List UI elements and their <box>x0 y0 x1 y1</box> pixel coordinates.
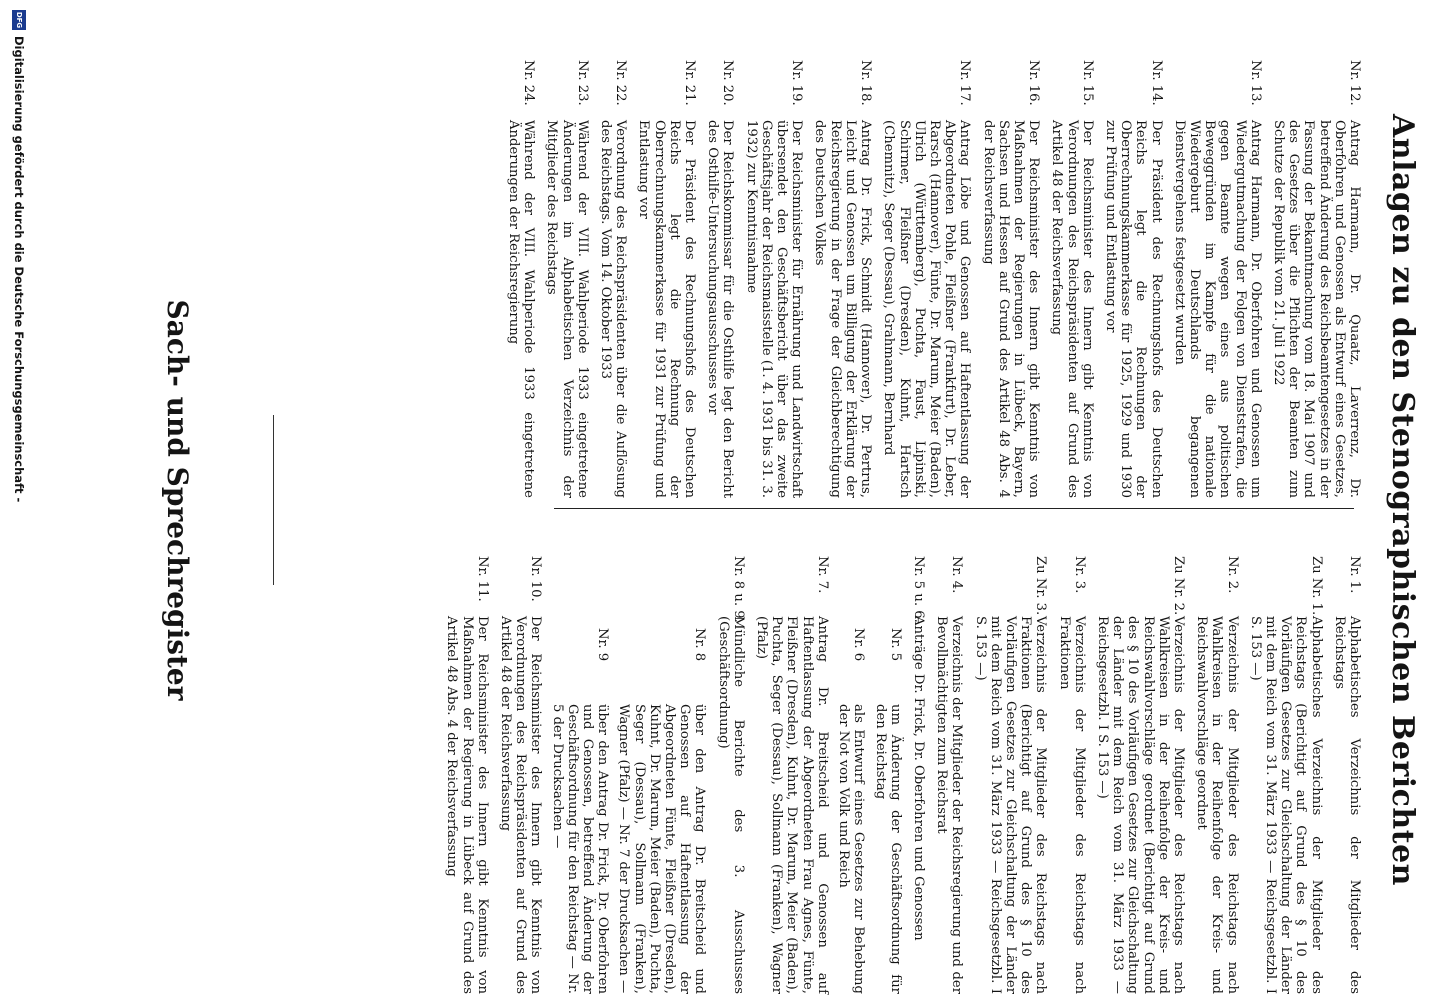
document-entry <box>1172 60 1263 498</box>
document-entry <box>1271 60 1362 498</box>
document-entry <box>836 628 866 994</box>
document-entry <box>911 556 926 994</box>
divider-line <box>273 415 274 585</box>
document-entry <box>498 556 544 994</box>
entry-number: Nr. 16. <box>1026 60 1042 106</box>
document-entry <box>934 556 964 994</box>
entry-text: Antrag Dr. Breitscheid und Genossen auf Haftentlassung der Abgeordneten Frau Agnes, Fünte, Fleißner (Dresden), Kuhnt, Dr. Marum, Meier (Baden), Puchta, Seger (Dessau), Sollmann (Franken), Wagner (Pfalz) <box>754 616 830 994</box>
entry-number: Nr. 5 <box>887 628 903 662</box>
entry-text: als Entwurf eines Gesetzes zur Behebung der Not von Volk und Reich <box>836 704 867 994</box>
entry-number: Nr. 20. <box>720 60 736 106</box>
document-entry <box>980 60 1041 498</box>
entry-number: Nr. 12. <box>1347 60 1362 106</box>
entry-text: Anträge Dr. Frick, Dr. Oberfohren und Genossen <box>910 616 926 941</box>
entry-text: Der Präsident des Rechnungshofs des Deutschen Reichs legt die Rechnungen der Oberrechnungskammerkasse für 1925, 1929 und 1930 zur Prüfung und Entlastung vor <box>1102 120 1164 498</box>
entry-number: Nr. 2. <box>1224 556 1240 594</box>
entry-text: Der Reichsminister des Innern gibt Kenntnis von Verordnungen des Reichspräsidenten auf Grund des Artikel 48 der Reichsverfassung <box>1049 120 1095 498</box>
entry-number: Nr. 8 <box>692 628 708 662</box>
entry-text: über den Antrag Dr. Frick, Dr. Oberfohren und Genossen, betreffend Änderung der Geschäftsordnung für den Reichstag — Nr. 5 der Drucksachen — <box>549 704 611 994</box>
entry-number: Nr. 1. <box>1347 556 1362 594</box>
document-entry <box>1248 556 1324 994</box>
entry-text: um Änderung der Geschäftsordnung für den Reichstag <box>872 704 903 994</box>
entry-number: Zu Nr. 3. <box>1033 556 1049 616</box>
document-entry <box>636 60 697 498</box>
document-entry <box>812 60 873 498</box>
entry-text: Antrag Harmann, Dr. Quaatz, Laverrenz, Dr. Oberfohren und Genossen als Entwurf eines Gesetzes, betreffend Änderung des Reichsbeamtengesetzes in der Fassung der Bekanntmachung vom 18. Mai 1907 und des Gesetzes über die Pflichten der Beamten zum Schutze der Republik vom 21. Juli 1922 <box>1270 120 1362 498</box>
entry-text: Antrag Löbe und Genossen auf Haftentlassung der Abgeordneten Pohle, Fleißner (Frankfurt), Dr. Leber, Rarsch (Hannover), Fünte, Dr. Marum, Meier (Baden), Ulrich (Württemberg), Puchta, Faust, Lipinski, Schirmer, Fleißner (Dresden), Kuhnt, Hartsch (Chemnitz), Seger (Dessau), Grahmann, Bernhard <box>881 120 973 498</box>
entry-text: Verzeichnis der Mitglieder des Reichstags nach Fraktionen <box>1056 616 1087 994</box>
entry-number: Nr. 8 u. 9. <box>730 556 746 623</box>
entry-number: Nr. 18. <box>858 60 874 106</box>
entry-number: Nr. 22. <box>613 60 629 106</box>
document-entry <box>705 60 735 498</box>
document-entry <box>598 60 628 498</box>
document-entry <box>1194 556 1240 994</box>
document-entry <box>1095 556 1186 994</box>
document-entry <box>616 628 707 994</box>
left-column <box>436 556 1362 994</box>
document-entry <box>544 60 590 498</box>
entry-number: Nr. 19. <box>789 60 805 106</box>
entry-text: Mündliche Berichte des 3. Ausschusses (Geschäftsordnung) <box>715 616 746 994</box>
entry-text: Antrag Harmann, Dr. Oberfohren und Genossen um Wiedergutmachung der Folgen von Dienststrafen, die gegen Beamte wegen eines aus politischen Beweggründen im Kampfe für die nationale Wiedergeburt Deutschlands begangenen Dienstvergehens festgesetzt wurden <box>1171 120 1263 498</box>
entry-text: Der Reichsminister des Innern gibt Kenntnis von Verordnungen des Reichspräsidenten auf Grund des Artikel 48 der Reichsverfassung <box>498 616 544 994</box>
entry-text: Während der VIII. Wahlperiode 1933 eingetretene Änderungen der Reichsregierung <box>506 120 537 498</box>
entry-text: Während der VIII. Wahlperiode 1933 eingetretene Änderungen im Alphabetischen Verzeichnis der Mitglieder des Reichstags <box>544 120 590 498</box>
entry-number: Zu Nr. 1. <box>1308 556 1324 616</box>
dfg-logo-icon: DFG <box>12 10 26 30</box>
section-title: Sach- und Sprechregister <box>161 299 194 701</box>
right-column <box>498 60 1362 498</box>
document-entry <box>1103 60 1164 498</box>
entry-text: Alphabetisches Verzeichnis der Mitglieder des Reichstags (Berichtigt auf Grund des § 10 des Vorläufigen Gesetzes zur Gleichschaltung der Länder mit dem Reich vom 31. März 1933 — Reichsgesetzbl. I S. 153 —) <box>1247 616 1324 994</box>
document-entry <box>444 556 490 994</box>
entry-number: Nr. 17. <box>957 60 973 106</box>
entry-text: Der Reichsminister für Ernährung und Landwirtschaft übersendet den Geschäftsbericht über das zweite Geschäftsjahr der Reichsmaisstelle (1. 4. 1931 bis 31. 3. 1932) zur Kenntnisnahme <box>743 120 805 498</box>
entry-text: Der Reichsminister des Innern gibt Kenntnis von Maßnahmen der Regierungen in Lübeck, Bayern, Sachsen und Hessen auf Grund des Artikel 48 Abs. 4 der Reichsverfassung <box>980 120 1042 498</box>
footer-credit: Digitalisierung gefördert durch die Deutsche Forschungsgemeinschaft - <box>12 36 26 503</box>
section-divider <box>269 0 288 1000</box>
document-entry <box>506 60 536 498</box>
entry-number: Zu Nr. 2. <box>1170 556 1186 616</box>
entry-text: Verzeichnis der Mitglieder des Reichstags nach Wahlkreisen in der Reihenfolge der Kreis- und Reichswahlvorschläge geordnet (Berichtigt auf Grund des § 10 des Vorläufigen Gesetzes zur Gleichschaltung der Länder mit dem Reich vom 31. März 1933 — Reichsgesetzbl. I S. 153 —) <box>1094 616 1186 994</box>
document-entry <box>743 60 804 498</box>
entry-number: Nr. 4. <box>949 556 965 594</box>
entry-text: Alphabetisches Verzeichnis der Mitglieder des Reichstags <box>1331 616 1362 994</box>
entry-number: Nr. 11. <box>474 556 490 602</box>
entry-text: Verordnung des Reichspräsidenten über die Auflösung des Reichstags. Vom 14. Oktober 1933 <box>598 120 629 498</box>
entry-text: Der Präsident des Rechnungshofs des Deutschen Reichs legt die Rechnung der Oberrechnungskammerkasse für 1931 zur Prüfung und Entlastung vor <box>636 120 698 498</box>
document-entry <box>1056 556 1086 994</box>
entry-number: Nr. 5 u. 6. <box>910 556 926 623</box>
entry-number: Nr. 13. <box>1247 60 1263 106</box>
entry-number: Nr. 9 <box>595 628 611 662</box>
document-entry <box>1049 60 1095 498</box>
entry-text: über den Antrag Dr. Breitscheid und Genossen auf Haftentlassung der Abgeordneten Fünte, Fleißner (Dresden), Kuhnt, Dr. Marum, Meier (Baden), Puchta, Seger (Dessau), Sollmann (Franken), Wagner (Pfalz) — Nr. 7 der Drucksachen — <box>616 704 708 994</box>
document-entry <box>872 628 902 994</box>
document-entry <box>754 556 830 994</box>
entry-text: Verzeichnis der Mitglieder des Reichstags nach Fraktionen (Berichtigt auf Grund des § 10 des Vorläufigen Gesetzes zur Gleichschaltung der Länder mit dem Reich vom 31. März 1933 — Reichsgesetzbl. I S. 153 —) <box>972 616 1049 994</box>
page-title: Anlagen zu den Stenographischen Berichten <box>1385 114 1420 886</box>
document-entry <box>549 628 610 994</box>
entry-number: Nr. 7. <box>814 556 830 594</box>
document-entry <box>1332 556 1362 994</box>
document-entry <box>972 556 1048 994</box>
entry-text: Der Reichsminister des Innern gibt Kenntnis von Maßnahmen der Regierung in Lübeck auf Grund des Artikel 48 Abs. 4 der Reichsverfassung <box>444 616 490 994</box>
document-entry <box>715 556 745 994</box>
entry-text: Antrag Dr. Frick, Schmidt (Hannover), Dr. Pertrus, Leicht und Genossen um Billigung der Erklärung der Reichsregierung in der Frage der Gleichberechtigung des Deutschen Volkes <box>812 120 874 498</box>
entry-number: Nr. 6 <box>851 628 867 662</box>
footer <box>8 0 30 1000</box>
entry-number: Nr. 23. <box>574 60 590 106</box>
document-entry <box>881 60 972 498</box>
entry-number: Nr. 24. <box>521 60 537 106</box>
column-divider <box>554 508 1354 509</box>
entry-number: Nr. 21. <box>682 60 698 106</box>
entry-number: Nr. 15. <box>1079 60 1095 106</box>
entry-number: Nr. 3. <box>1071 556 1087 594</box>
entry-text: Verzeichnis der Mitglieder des Reichstags nach Wahlkreisen in der Reihenfolge der Kreis- und Reichswahlvorschläge geordnet <box>1194 616 1240 994</box>
entry-text: Verzeichnis der Mitglieder der Reichsregierung und der Bevollmächtigten zum Reichsrat <box>934 616 965 994</box>
entry-text: Der Reichskommissar für die Osthilfe legt den Bericht des Osthilfe-Untersuchungsausschusses vor <box>705 120 736 498</box>
entry-number: Nr. 14. <box>1148 60 1164 106</box>
entry-number: Nr. 10. <box>528 556 544 602</box>
